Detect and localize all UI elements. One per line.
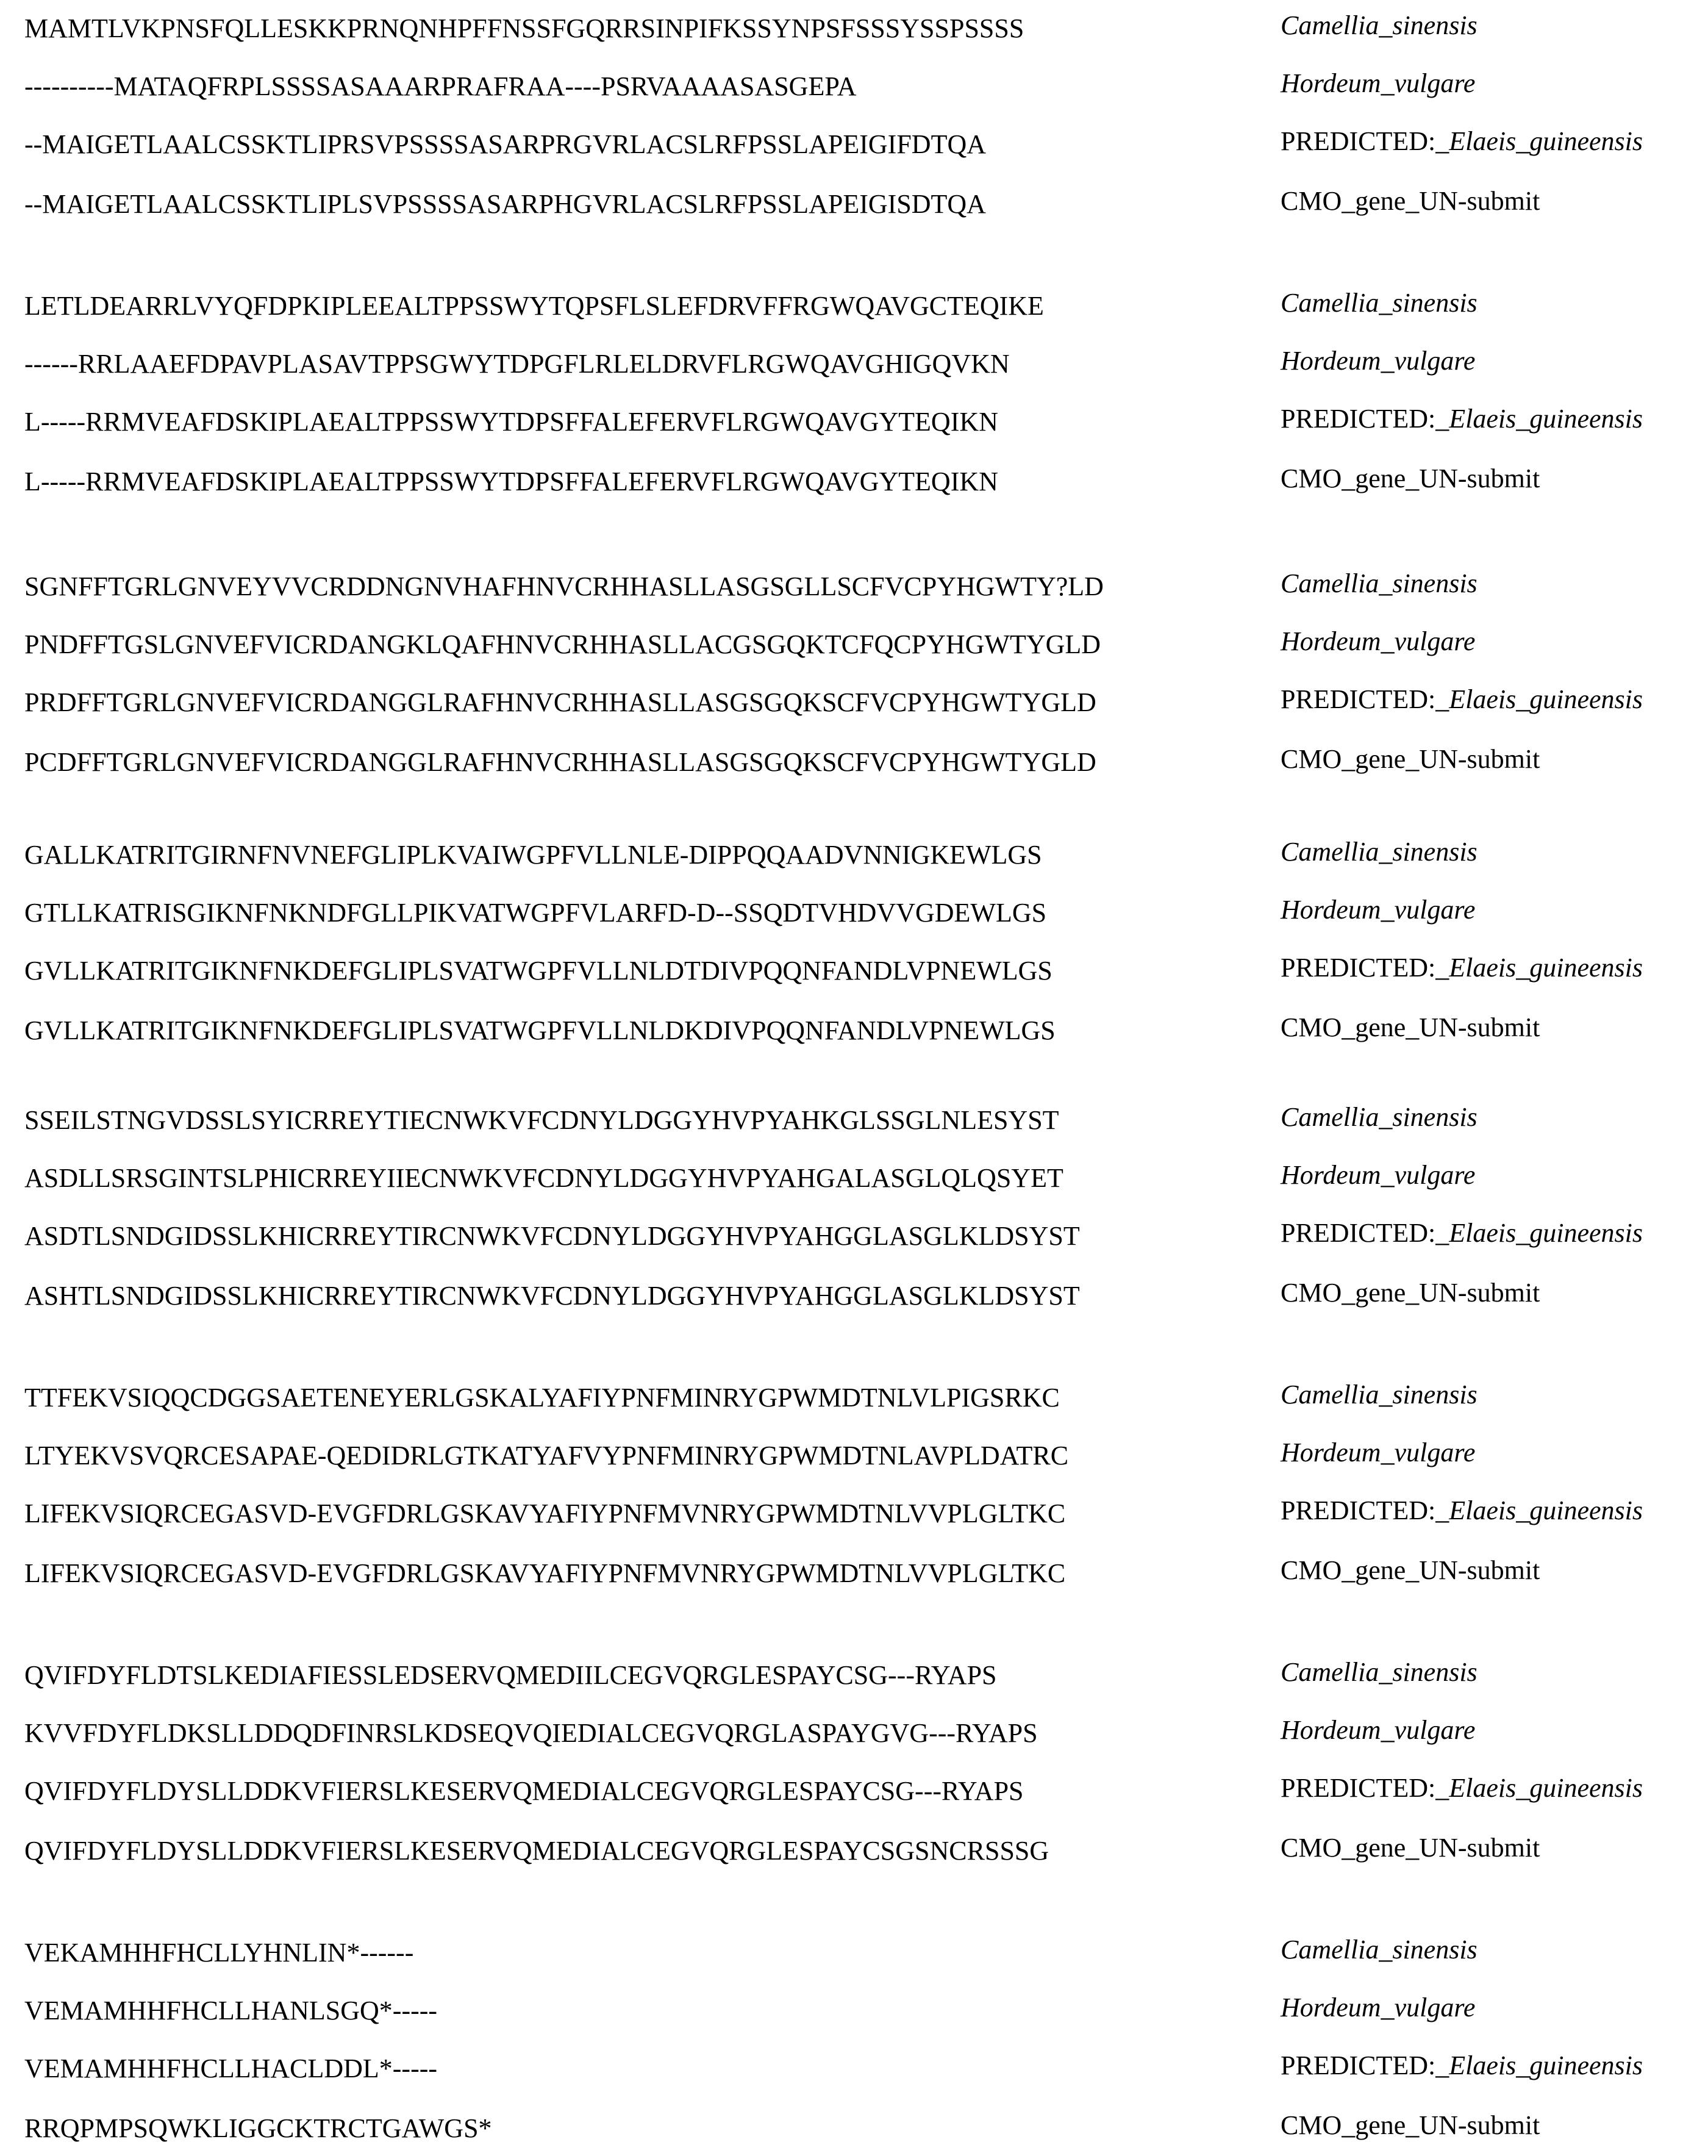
species-label-prefix: PREDICTED:_	[1281, 1773, 1449, 1803]
row-hordeum-vulgare	[0, 59, 1708, 114]
row-hordeum-vulgare	[0, 1983, 1708, 2038]
sequence-text: --MAIGETLAALCSSKTLIPLSVPSSSSASARPHGVRLACSLRFPSSLAPEIGISDTQA	[24, 189, 986, 219]
row-elaeis-guineensis	[0, 117, 1708, 172]
row-cmo-gene	[0, 1003, 1708, 1058]
species-label-prefix: PREDICTED:_	[1281, 953, 1449, 983]
species-label	[1281, 177, 1540, 226]
sequence-text: RRQPMPSQWKLIGGCKTRCTGAWGS*	[24, 2113, 492, 2143]
species-label-prefix: PREDICTED:_	[1281, 404, 1449, 434]
species-label-name: Camellia_sinensis	[1281, 1102, 1478, 1132]
sequence-text: KVVFDYFLDKSLLDDQDFINRSLKDSEQVQIEDIALCEGVQRGLASPAYGVG---RYAPS	[24, 1718, 1038, 1748]
species-label-name: Hordeum_vulgare	[1281, 346, 1476, 376]
sequence-text: TTFEKVSIQQCDGGSAETENEYERLGSKALYAFIYPNFMINRYGPWMDTNLVLPIGSRKC	[24, 1383, 1060, 1413]
species-label-name: Camellia_sinensis	[1281, 837, 1478, 867]
sequence-text: LIFEKVSIQRCEGASVD-EVGFDRLGSKAVYAFIYPNFMVNRYGPWMDTNLVVPLGLTKC	[24, 1499, 1066, 1528]
row-elaeis-guineensis	[0, 675, 1708, 730]
species-label	[1281, 828, 1478, 876]
species-label-name: Elaeis_guineensis	[1449, 1495, 1643, 1525]
row-hordeum-vulgare	[0, 1428, 1708, 1483]
sequence-text: ASDTLSNDGIDSSLKHICRREYTIRCNWKVFCDNYLDGGYHVPYAHGGLASGLKLDSYST	[24, 1221, 1080, 1251]
row-camellia-sinensis	[0, 1925, 1708, 1980]
species-label	[1281, 1983, 1475, 2032]
sequence-text: GVLLKATRITGIKNFNKDEFGLIPLSVATWGPFVLLNLDKDIVPQQNFANDLVPNEWLGS	[24, 1015, 1056, 1045]
sequence-text: L-----RRMVEAFDSKIPLAEALTPPSSWYTDPSFFALEFERVFLRGWQAVGYTEQIKN	[24, 407, 998, 437]
sequence-text: SGNFFTGRLGNVEYVVCRDDNGNVHAFHNVCRHHASLLASGSGLLSCFVCPYHGWTY?LD	[24, 571, 1104, 601]
species-label-name: Camellia_sinensis	[1281, 1657, 1478, 1687]
sequence-text: QVIFDYFLDTSLKEDIAFIESSLEDSERVQMEDIILCEGVQRGLESPAYCSG---RYAPS	[24, 1660, 997, 1690]
species-label-name: Hordeum_vulgare	[1281, 626, 1476, 656]
row-hordeum-vulgare	[0, 886, 1708, 940]
row-elaeis-guineensis	[0, 1486, 1708, 1541]
species-label-prefix: PREDICTED:_	[1281, 684, 1449, 714]
species-label-name: Hordeum_vulgare	[1281, 895, 1476, 925]
species-label	[1281, 1925, 1478, 1974]
species-label	[1281, 886, 1475, 934]
species-label	[1281, 1546, 1540, 1595]
row-hordeum-vulgare	[0, 1706, 1708, 1761]
row-camellia-sinensis	[0, 1648, 1708, 1703]
sequence-text: ASDLLSRSGINTSLPHICRREYIIECNWKVFCDNYLDGGYHVPYAHGALASGLQLQSYET	[24, 1163, 1063, 1193]
sequence-text: ------RRLAAEFDPAVPLASAVTPPSGWYTDPGFLRLELDRVFLRGWQAVGHIGQVKN	[24, 349, 1010, 379]
row-cmo-gene	[0, 1824, 1708, 1878]
species-label-prefix: PREDICTED:_	[1281, 1495, 1449, 1525]
species-label	[1281, 1003, 1540, 1052]
species-label-prefix: PREDICTED:_	[1281, 1218, 1449, 1248]
species-label-name: Elaeis_guineensis	[1449, 2050, 1643, 2080]
species-label-name: Hordeum_vulgare	[1281, 1993, 1476, 2022]
row-cmo-gene	[0, 2101, 1708, 2156]
sequence-text: MAMTLVKPNSFQLLESKKPRNQNHPFFNSSFGQRRSINPIFKSSYNPSFSSSYSSPSSSS	[24, 13, 1024, 43]
row-camellia-sinensis	[0, 279, 1708, 334]
species-label	[1281, 1648, 1478, 1697]
sequence-text: LIFEKVSIQRCEGASVD-EVGFDRLGSKAVYAFIYPNFMVNRYGPWMDTNLVVPLGLTKC	[24, 1558, 1066, 1588]
row-elaeis-guineensis	[0, 944, 1708, 998]
species-label	[1281, 1824, 1540, 1872]
row-elaeis-guineensis	[0, 1764, 1708, 1819]
sequence-text: VEMAMHHFHCLLHACLDDL*-----	[24, 2054, 438, 2083]
row-elaeis-guineensis	[0, 1209, 1708, 1264]
species-label	[1281, 454, 1540, 503]
sequence-text: PCDFFTGRLGNVEFVICRDANGGLRAFHNVCRHHASLLASGSGQKSCFVCPYHGWTYGLD	[24, 747, 1096, 777]
sequence-text: QVIFDYFLDYSLLDDKVFIERSLKESERVQMEDIALCEGVQRGLESPAYCSG---RYAPS	[24, 1776, 1024, 1806]
species-label	[1281, 559, 1478, 608]
sequence-text: VEMAMHHFHCLLHANLSGQ*-----	[24, 1996, 438, 2025]
row-camellia-sinensis	[0, 1, 1708, 56]
species-label-name: Elaeis_guineensis	[1449, 953, 1643, 983]
species-label	[1281, 1486, 1643, 1535]
species-label-prefix: CMO_gene_UN-submit	[1281, 1012, 1540, 1042]
sequence-text: PNDFFTGSLGNVEFVICRDANGKLQAFHNVCRHHASLLACGSGQKTCFQCPYHGWTYGLD	[24, 629, 1101, 659]
species-label-prefix: CMO_gene_UN-submit	[1281, 186, 1540, 216]
sequence-text: LTYEKVSVQRCESAPAE-QEDIDRLGTKATYAFVYPNFMINRYGPWMDTNLAVPLDATRC	[24, 1441, 1069, 1470]
species-label-prefix: PREDICTED:_	[1281, 126, 1449, 156]
species-label-name: Elaeis_guineensis	[1449, 126, 1643, 156]
row-cmo-gene	[0, 735, 1708, 790]
species-label-name: Hordeum_vulgare	[1281, 1715, 1476, 1745]
sequence-text: PRDFFTGRLGNVEFVICRDANGGLRAFHNVCRHHASLLASGSGQKSCFVCPYHGWTYGLD	[24, 687, 1096, 717]
species-label	[1281, 1706, 1475, 1755]
species-label	[1281, 617, 1475, 666]
row-cmo-gene	[0, 1546, 1708, 1601]
species-label	[1281, 1, 1478, 50]
row-hordeum-vulgare	[0, 1151, 1708, 1206]
species-label-name: Camellia_sinensis	[1281, 288, 1478, 318]
species-label	[1281, 1428, 1475, 1477]
species-label	[1281, 1209, 1643, 1258]
row-elaeis-guineensis	[0, 395, 1708, 449]
species-label	[1281, 675, 1643, 724]
row-camellia-sinensis	[0, 1370, 1708, 1425]
species-label	[1281, 117, 1643, 166]
species-label	[1281, 735, 1540, 784]
row-hordeum-vulgare	[0, 617, 1708, 672]
row-hordeum-vulgare	[0, 337, 1708, 392]
species-label	[1281, 59, 1475, 108]
species-label-name: Elaeis_guineensis	[1449, 1773, 1643, 1803]
species-label-name: Elaeis_guineensis	[1449, 404, 1643, 434]
species-label-prefix: CMO_gene_UN-submit	[1281, 744, 1540, 774]
species-label	[1281, 1764, 1643, 1813]
sequence-text: L-----RRMVEAFDSKIPLAEALTPPSSWYTDPSFFALEFERVFLRGWQAVGYTEQIKN	[24, 467, 998, 496]
row-camellia-sinensis	[0, 1093, 1708, 1148]
species-label-prefix: CMO_gene_UN-submit	[1281, 1833, 1540, 1863]
sequence-text: SSEILSTNGVDSSLSYICRREYTIECNWKVFCDNYLDGGYHVPYAHKGLSSGLNLESYST	[24, 1105, 1059, 1135]
species-label-name: Camellia_sinensis	[1281, 10, 1478, 40]
species-label	[1281, 1269, 1540, 1317]
species-label	[1281, 944, 1643, 992]
species-label	[1281, 1093, 1478, 1142]
row-elaeis-guineensis	[0, 2041, 1708, 2096]
sequence-text: GVLLKATRITGIKNFNKDEFGLIPLSVATWGPFVLLNLDTDIVPQQNFANDLVPNEWLGS	[24, 956, 1052, 986]
sequence-text: LETLDEARRLVYQFDPKIPLEEALTPPSSWYTQPSFLSLEFDRVFFRGWQAVGCTEQIKE	[24, 291, 1044, 321]
species-label-name: Camellia_sinensis	[1281, 568, 1478, 598]
row-camellia-sinensis	[0, 559, 1708, 614]
species-label-prefix: CMO_gene_UN-submit	[1281, 1555, 1540, 1585]
species-label-name: Hordeum_vulgare	[1281, 1438, 1476, 1467]
species-label-prefix: PREDICTED:_	[1281, 2050, 1449, 2080]
species-label-name: Camellia_sinensis	[1281, 1380, 1478, 1409]
species-label	[1281, 1151, 1475, 1200]
species-label-name: Hordeum_vulgare	[1281, 1160, 1476, 1190]
sequence-text: ----------MATAQFRPLSSSSASAAARPRAFRAA----PSRVAAAASASGEPA	[24, 71, 857, 101]
species-label-name: Camellia_sinensis	[1281, 1935, 1478, 1964]
sequence-text: ASHTLSNDGIDSSLKHICRREYTIRCNWKVFCDNYLDGGYHVPYAHGGLASGLKLDSYST	[24, 1281, 1080, 1311]
species-label	[1281, 337, 1475, 385]
species-label-name: Elaeis_guineensis	[1449, 1218, 1643, 1248]
species-label	[1281, 1370, 1478, 1419]
species-label	[1281, 279, 1478, 328]
species-label	[1281, 2101, 1540, 2150]
row-cmo-gene	[0, 177, 1708, 232]
sequence-text: GALLKATRITGIRNFNVNEFGLIPLKVAIWGPFVLLNLE-DIPPQQAADVNNIGKEWLGS	[24, 840, 1042, 870]
row-cmo-gene	[0, 1269, 1708, 1323]
sequence-text: --MAIGETLAALCSSKTLIPRSVPSSSSASARPRGVRLACSLRFPSSLAPEIGIFDTQA	[24, 129, 986, 159]
row-camellia-sinensis	[0, 828, 1708, 883]
species-label-name: Elaeis_guineensis	[1449, 684, 1643, 714]
species-label	[1281, 2041, 1643, 2090]
sequence-text: QVIFDYFLDYSLLDDKVFIERSLKESERVQMEDIALCEGVQRGLESPAYCSGSNCRSSSG	[24, 1836, 1049, 1866]
species-label-prefix: CMO_gene_UN-submit	[1281, 2110, 1540, 2140]
species-label-prefix: CMO_gene_UN-submit	[1281, 1278, 1540, 1308]
row-cmo-gene	[0, 454, 1708, 509]
species-label-prefix: CMO_gene_UN-submit	[1281, 464, 1540, 493]
species-label	[1281, 395, 1643, 443]
sequence-text: GTLLKATRISGIKNFNKNDFGLLPIKVATWGPFVLARFD-D--SSQDTVHDVVGDEWLGS	[24, 898, 1047, 928]
species-label-name: Hordeum_vulgare	[1281, 68, 1476, 98]
sequence-text: VEKAMHHFHCLLYHNLIN*------	[24, 1938, 414, 1968]
